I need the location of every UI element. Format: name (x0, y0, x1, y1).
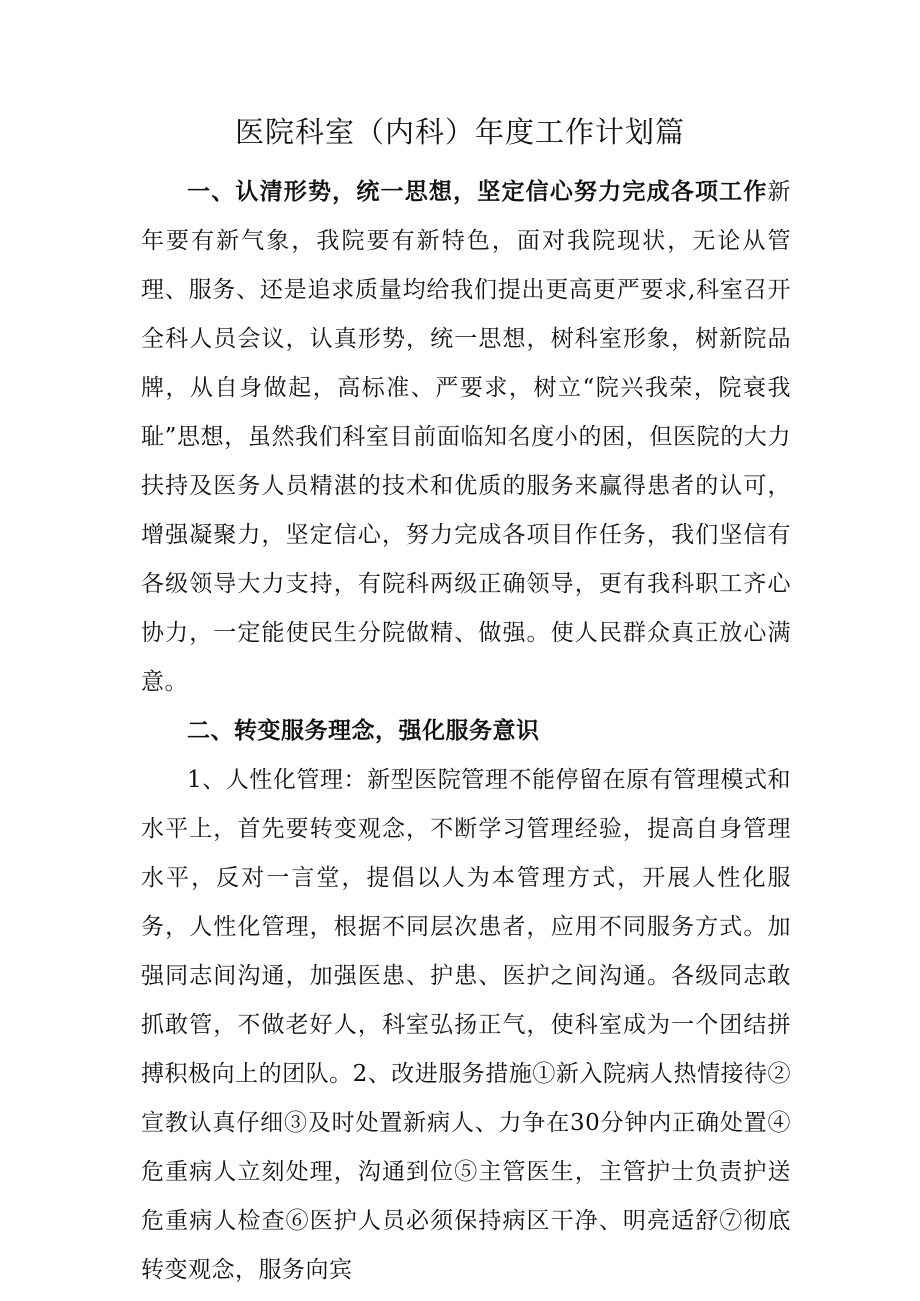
section-2-text: 1、人性化管理：新型医院管理不能停留在原有管理模式和水平上，首先要转变观念，不断学习管理经验，提高自身管理水平，反对一言堂，提倡以人为本管理方式，开展人性化服务，人性化管理，根据不同层次患者，应用不同服务方式。加强同志间沟通，加强医患、护患、医护之间沟通。各级同志敢抓敢管，不做老好人，科室弘扬正气，使科室成为一个团结拼搏积极向上的团队。2、改进服务措施①新入院病人热情接待②宣教认真仔细③及时处置新病人、力争在30分钟内正确处置④危重病人立刻处理，沟通到位⑤主管医生，主管护士负责护送危重病人检查⑥医护人员必须保持病区干净、明亮适舒⑦彻底转变观念，服务向宾 (141, 767, 791, 1283)
section-1-paragraph (141, 168, 791, 707)
section-1-text: 新年要有新气象，我院要有新特色，面对我院现状，无论从管理、服务、还是追求质量均给我们提出更高更严要求,科室召开全科人员会议，认真形势，统一思想，树科室形象，树新院品牌，从自身做起，高标准、严要求，树立“院兴我荣，院衰我耻”思想，虽然我们科室目前面临知名度小的困，但医院的大力扶持及医务人员精湛的技术和优质的服务来赢得患者的认可，增强凝聚力，坚定信心，努力完成各项目作任务，我们坚信有各级领导大力支持，有院科两级正确领导，更有我科职工齐心协力，一定能使民生分院做精、做强。使人民群众真正放心满意。 (141, 179, 791, 695)
document-title: 医院科室（内科）年度工作计划篇 (234, 115, 685, 149)
document-body (141, 168, 791, 1295)
section-1-heading: 一、认清形势，统一思想，坚定信心努力完成各项工作 (187, 179, 768, 205)
section-2-heading: 二、转变服务理念，强化服务意识 (187, 718, 540, 744)
